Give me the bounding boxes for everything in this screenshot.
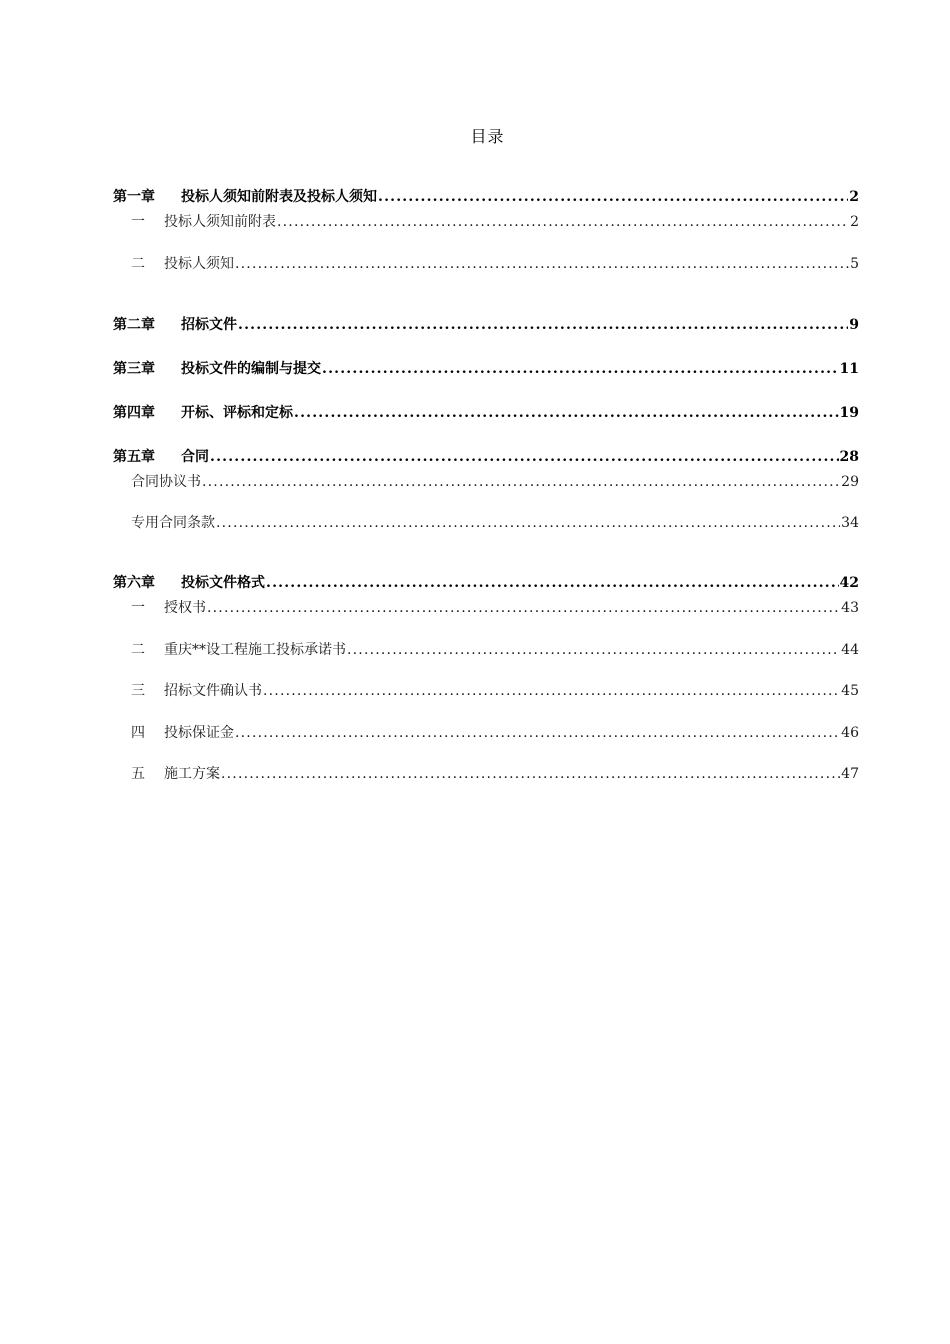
toc-entry-label: 合同 bbox=[181, 449, 209, 465]
toc-entry-number: 一 bbox=[131, 600, 145, 616]
toc-title: 目录 bbox=[470, 127, 505, 146]
toc-entry-page: 2 bbox=[849, 189, 859, 205]
toc-entry-label: 施工方案 bbox=[164, 766, 220, 782]
toc-entry-label: 开标、评标和定标 bbox=[181, 405, 293, 421]
toc-entry-number: 第一章 bbox=[113, 189, 155, 205]
toc-entry-page: 5 bbox=[850, 256, 859, 272]
toc-entry-label: 投标人须知前附表 bbox=[164, 214, 276, 230]
toc-entry-page: 2 bbox=[850, 214, 859, 230]
toc-entry-label: 招标文件确认书 bbox=[164, 683, 262, 699]
dot-leader bbox=[266, 573, 839, 593]
toc-entry-label: 投标保证金 bbox=[164, 725, 234, 741]
toc-entry-number: 第二章 bbox=[113, 317, 155, 333]
toc-entry-section-6-1[interactable] bbox=[131, 598, 859, 618]
dot-leader bbox=[202, 472, 840, 492]
toc-entry-label: 投标人须知前附表及投标人须知 bbox=[181, 189, 377, 205]
toc-entry-label: 招标文件 bbox=[181, 317, 237, 333]
dot-leader bbox=[263, 681, 840, 701]
dot-leader bbox=[235, 723, 840, 743]
toc-entry-section-6-3[interactable] bbox=[131, 681, 859, 701]
toc-entry-number: 第六章 bbox=[113, 575, 155, 591]
dot-leader bbox=[221, 764, 840, 784]
toc-entry-number: 二 bbox=[131, 642, 145, 658]
toc-entry-page: 11 bbox=[839, 361, 859, 377]
toc-entry-page: 19 bbox=[839, 405, 859, 421]
toc-entry-page: 45 bbox=[841, 683, 859, 699]
toc-entry-page: 42 bbox=[839, 575, 859, 591]
dot-leader bbox=[378, 187, 848, 207]
dot-leader bbox=[294, 403, 839, 423]
toc-entry-number: 五 bbox=[131, 766, 145, 782]
toc-entry-page: 34 bbox=[841, 515, 859, 531]
toc-entry-section-1-1[interactable] bbox=[131, 212, 859, 232]
toc-entry-number: 第四章 bbox=[113, 405, 155, 421]
toc-entry-label: 投标人须知 bbox=[164, 256, 234, 272]
toc-entry-section-6-4[interactable] bbox=[131, 723, 859, 743]
toc-entry-section-6-5[interactable] bbox=[131, 764, 859, 784]
dot-leader bbox=[277, 212, 849, 232]
dot-leader bbox=[210, 447, 839, 467]
toc-entry-section-1-2[interactable] bbox=[131, 254, 859, 274]
toc-entry-label: 投标文件格式 bbox=[181, 575, 265, 591]
toc-entry-page: 46 bbox=[841, 725, 859, 741]
dot-leader bbox=[216, 513, 840, 533]
toc-entry-chapter-4[interactable] bbox=[113, 403, 859, 423]
toc-entry-section-6-2[interactable] bbox=[131, 640, 859, 660]
toc-entry-label: 合同协议书 bbox=[131, 474, 201, 490]
dot-leader bbox=[322, 359, 839, 379]
dot-leader bbox=[238, 315, 848, 335]
toc-entry-number: 四 bbox=[131, 725, 145, 741]
toc-entry-chapter-1[interactable] bbox=[113, 187, 859, 207]
toc-entry-number: 第三章 bbox=[113, 361, 155, 377]
toc-entry-label: 重庆**设工程施工投标承诺书 bbox=[164, 642, 346, 658]
toc-entry-label: 投标文件的编制与提交 bbox=[181, 361, 321, 377]
toc-entry-label: 专用合同条款 bbox=[131, 515, 215, 531]
toc-entry-page: 29 bbox=[841, 474, 859, 490]
dot-leader bbox=[235, 254, 849, 274]
dot-leader bbox=[207, 598, 840, 618]
toc-entry-label: 授权书 bbox=[164, 600, 206, 616]
toc-entry-page: 43 bbox=[841, 600, 859, 616]
toc-entry-page: 9 bbox=[849, 317, 859, 333]
toc-entry-number: 第五章 bbox=[113, 449, 155, 465]
toc-entry-chapter-2[interactable] bbox=[113, 315, 859, 335]
toc-entry-section-5-2[interactable] bbox=[131, 513, 859, 533]
toc-entry-page: 28 bbox=[839, 449, 859, 465]
toc-entry-number: 一 bbox=[131, 214, 145, 230]
toc-entry-page: 44 bbox=[841, 642, 859, 658]
toc-entry-page: 47 bbox=[841, 766, 859, 782]
toc-entry-number: 三 bbox=[131, 683, 145, 699]
toc-entry-number: 二 bbox=[131, 256, 145, 272]
dot-leader bbox=[347, 640, 840, 660]
toc-entry-chapter-5[interactable] bbox=[113, 447, 859, 467]
toc-entry-section-5-1[interactable] bbox=[131, 472, 859, 492]
toc-entry-chapter-6[interactable] bbox=[113, 573, 859, 593]
toc-entry-chapter-3[interactable] bbox=[113, 359, 859, 379]
